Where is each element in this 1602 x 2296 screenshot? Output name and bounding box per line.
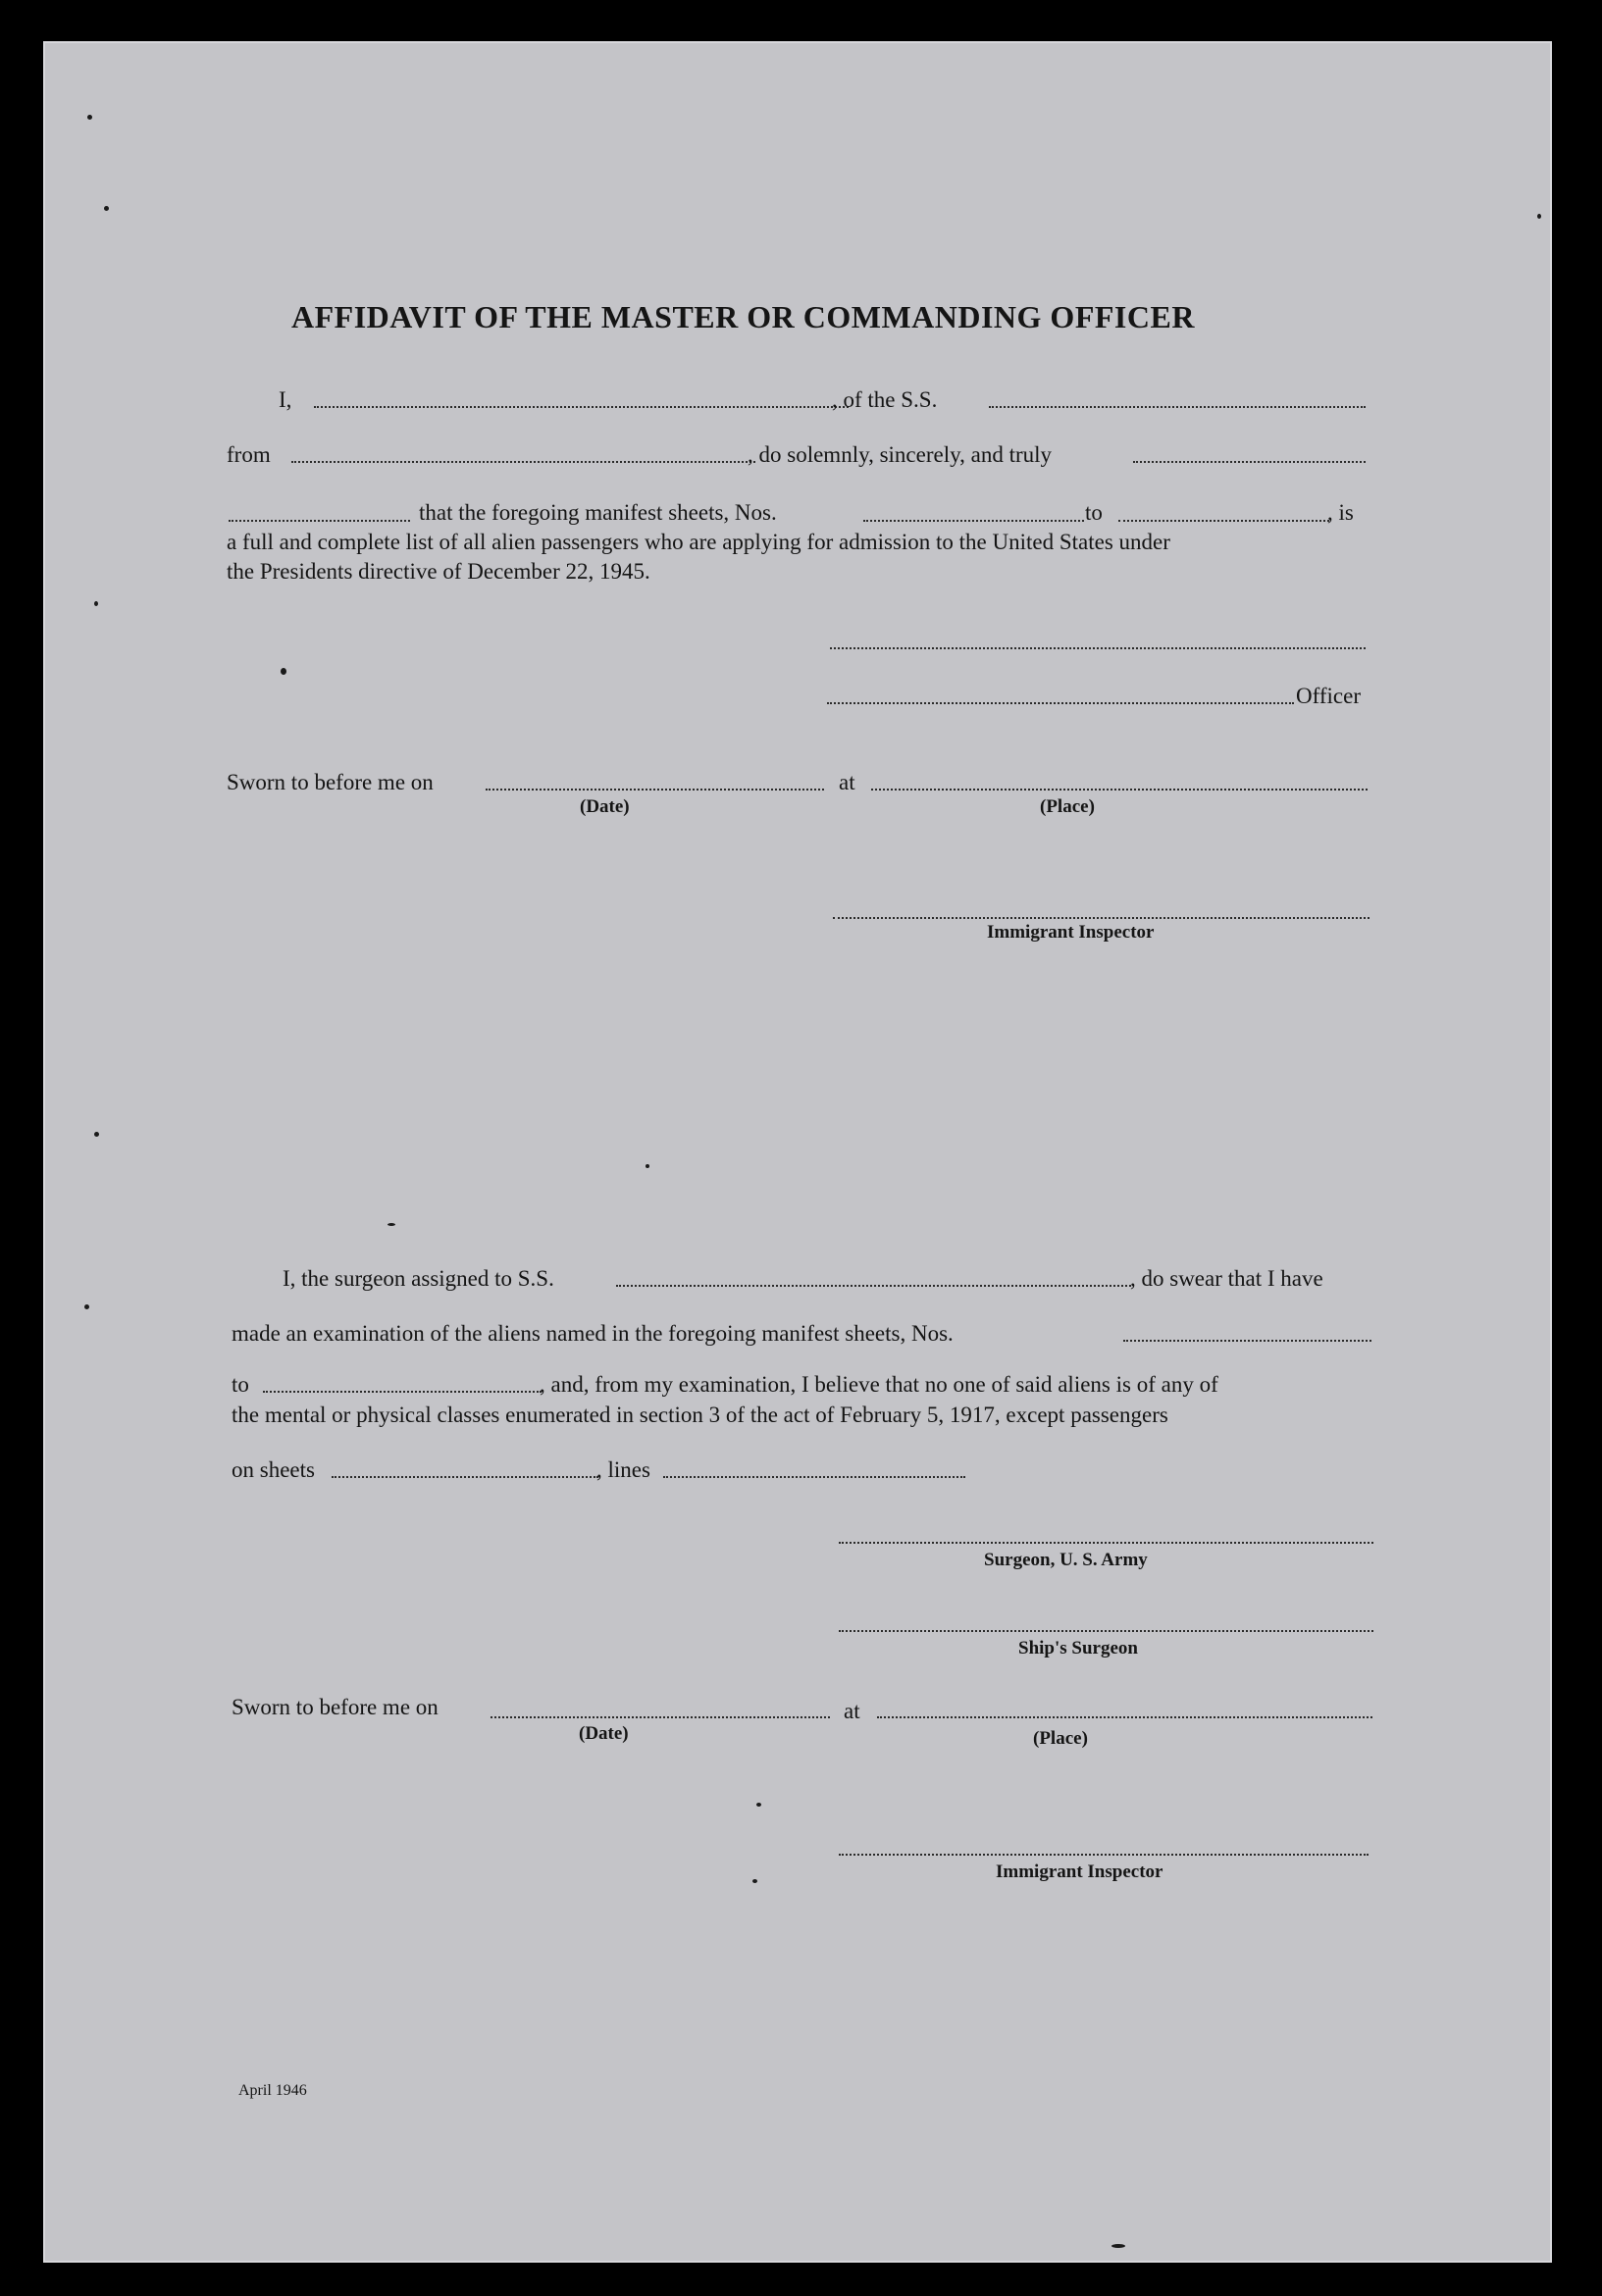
scan-speck xyxy=(1537,214,1541,219)
scan-speck xyxy=(87,115,92,120)
master-statement-line-5: the Presidents directive of December 22, 1945. xyxy=(227,559,650,584)
master-sworn-date-field[interactable] xyxy=(486,789,824,791)
surgeon-lines-field[interactable] xyxy=(663,1476,965,1478)
surgeon-line-4: the mental or physical classes enumerated in section 3 of the act of February 5, 1917, except passengers xyxy=(232,1403,1168,1427)
surgeon-sheet-to-field[interactable] xyxy=(263,1391,542,1393)
scan-speck xyxy=(84,1304,89,1309)
scan-speck xyxy=(752,1879,757,1883)
surgeon-inspector-signature-line[interactable] xyxy=(839,1854,1369,1856)
surgeon-lines-label: , lines xyxy=(596,1457,650,1482)
master-name-field[interactable] xyxy=(314,406,849,408)
master-to-label: to xyxy=(1085,500,1103,525)
scan-speck xyxy=(94,1132,99,1137)
officer-signature-line-2[interactable] xyxy=(827,702,1294,704)
master-oath-field[interactable] xyxy=(1133,461,1366,463)
scan-speck xyxy=(646,1164,649,1168)
scan-speck xyxy=(281,668,286,675)
master-inspector-label: Immigrant Inspector xyxy=(987,922,1155,943)
master-manifest-text: that the foregoing manifest sheets, Nos. xyxy=(419,500,777,525)
master-is-text: , is xyxy=(1327,500,1354,525)
surgeon-date-caption: (Date) xyxy=(579,1723,629,1744)
master-sheet-from-field[interactable] xyxy=(863,520,1084,522)
surgeon-inspector-label: Immigrant Inspector xyxy=(996,1862,1163,1882)
master-sheet-to-field[interactable] xyxy=(1118,520,1329,522)
form-sheet xyxy=(43,41,1552,2263)
master-date-caption: (Date) xyxy=(580,796,630,817)
surgeon-line-2: made an examination of the aliens named in the foregoing manifest sheets, Nos. xyxy=(232,1321,954,1346)
master-place-caption: (Place) xyxy=(1040,796,1095,817)
surgeon-place-caption: (Place) xyxy=(1033,1728,1088,1749)
surgeon-sheets-field[interactable] xyxy=(332,1476,598,1478)
surgeon-line-3: , and, from my examination, I believe that no one of said aliens is of any of xyxy=(540,1372,1218,1397)
scan-speck xyxy=(94,601,98,606)
form-title: AFFIDAVIT OF THE MASTER OR COMMANDING OFFICER xyxy=(291,299,1195,334)
surgeon-sworn-place-field[interactable] xyxy=(877,1716,1372,1718)
master-sworn-text: Sworn to before me on xyxy=(227,770,434,794)
surgeon-sworn-text: Sworn to before me on xyxy=(232,1695,439,1719)
master-ship-field[interactable] xyxy=(989,406,1366,408)
surgeon-to-label: to xyxy=(232,1372,249,1397)
ship-surgeon-label: Ship's Surgeon xyxy=(1018,1638,1138,1658)
master-of-ss-label: , of the S.S. xyxy=(832,387,938,412)
scan-speck xyxy=(1111,2244,1125,2248)
scan-speck xyxy=(388,1223,395,1226)
master-oath-field-2[interactable] xyxy=(229,520,410,522)
surgeon-line-1: I, the surgeon assigned to S.S. xyxy=(283,1266,554,1291)
master-sworn-place-field[interactable] xyxy=(871,789,1368,791)
master-statement-line-4: a full and complete list of all alien passengers who are applying for admission to the United States under xyxy=(227,530,1170,554)
scan-speck xyxy=(756,1803,761,1807)
master-solemnly-text: , do solemnly, sincerely, and truly xyxy=(748,442,1053,467)
army-surgeon-signature-line[interactable] xyxy=(839,1542,1373,1544)
army-surgeon-label: Surgeon, U. S. Army xyxy=(984,1550,1148,1570)
surgeon-sworn-date-field[interactable] xyxy=(491,1716,830,1718)
officer-signature-line-1[interactable] xyxy=(830,647,1366,649)
master-inspector-signature-line[interactable] xyxy=(833,917,1369,919)
master-i-label: I, xyxy=(279,387,292,412)
surgeon-ship-field[interactable] xyxy=(616,1285,1131,1287)
officer-label: Officer xyxy=(1296,684,1361,708)
surgeon-sheet-from-field[interactable] xyxy=(1123,1340,1371,1342)
master-port-field[interactable] xyxy=(291,461,755,463)
scan-speck xyxy=(104,206,109,211)
master-from-label: from xyxy=(227,442,271,467)
master-at-label: at xyxy=(839,770,855,794)
ship-surgeon-signature-line[interactable] xyxy=(839,1630,1373,1632)
footer-date: April 1946 xyxy=(238,2082,307,2099)
surgeon-swear-text: , do swear that I have xyxy=(1130,1266,1323,1291)
surgeon-at-label: at xyxy=(844,1699,860,1723)
surgeon-on-sheets-label: on sheets xyxy=(232,1457,315,1482)
